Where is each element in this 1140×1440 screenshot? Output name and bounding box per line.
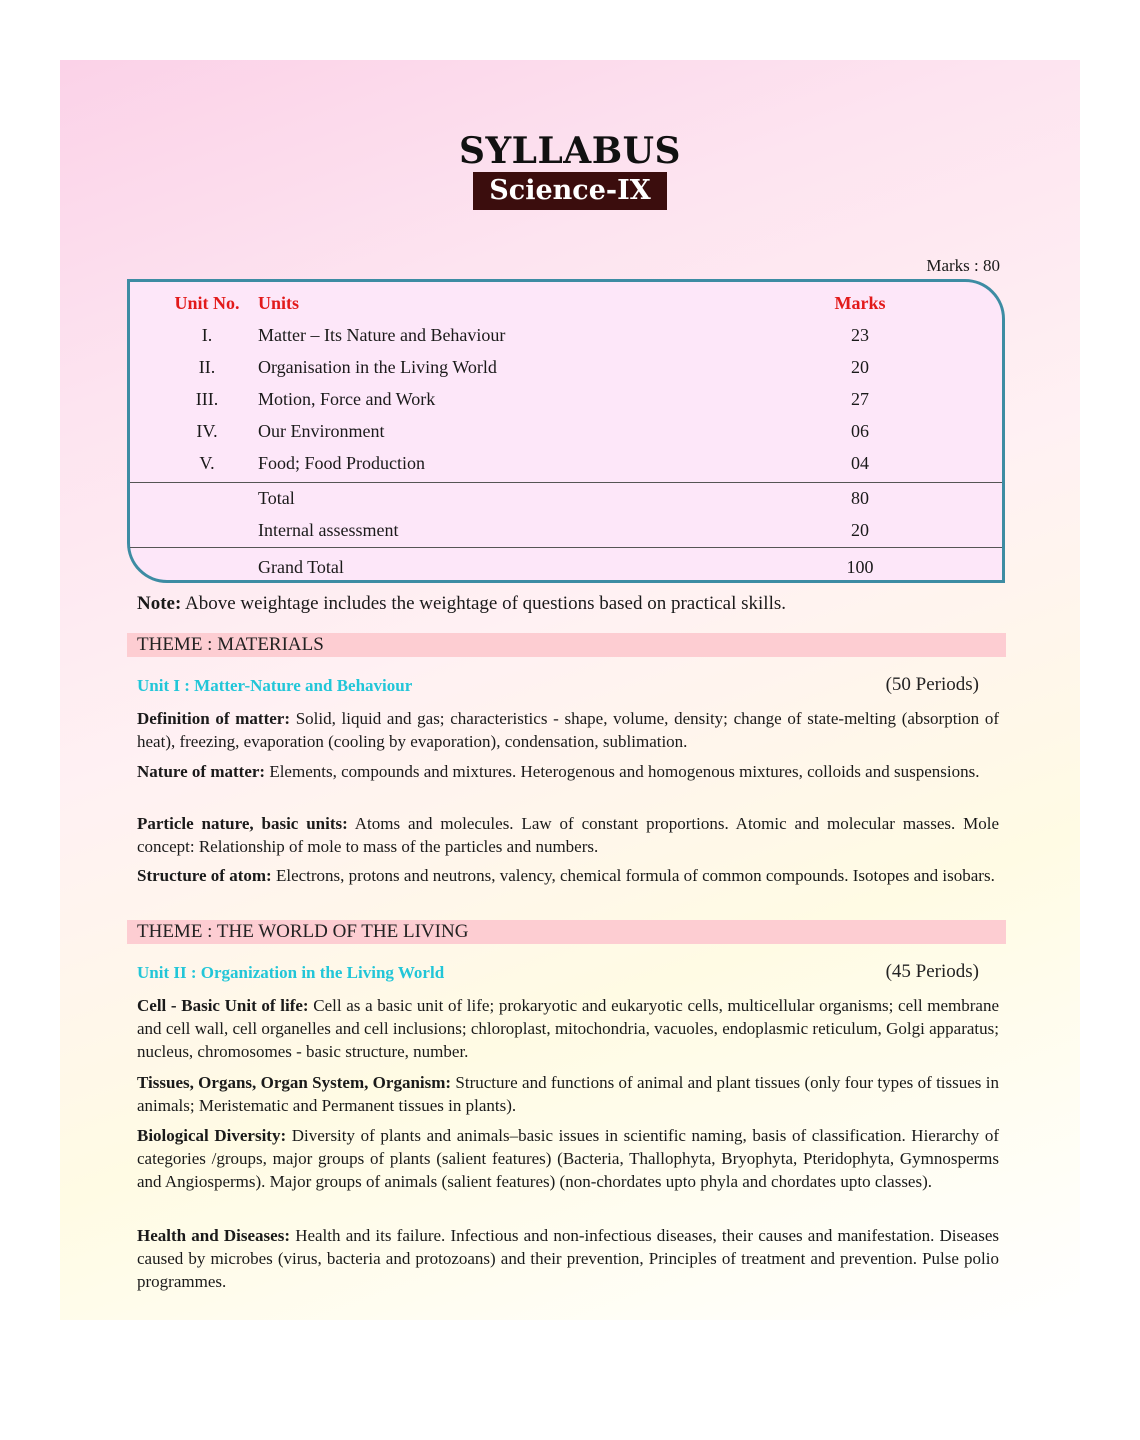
row-unit-no: I. <box>201 325 213 345</box>
internal-label: Internal assessment <box>258 520 399 540</box>
paragraph-text: Solid, liquid and gas; characteristics - shape, volume, density; change of state-melting (absorption of heat), freezing, evaporation (cooling by evaporation), condensation, sublimation. <box>137 709 999 751</box>
syllabus-paragraph <box>137 1124 999 1193</box>
unit-heading <box>137 963 979 983</box>
paragraph-label: Definition of matter: <box>137 709 291 728</box>
paragraph-text: Electrons, protons and neutrons, valency, chemical formula of common compounds. Isotopes and isobars. <box>271 866 995 885</box>
table-header-row <box>130 293 1002 325</box>
unit-periods: (50 Periods) <box>885 674 979 695</box>
row-unit-name: Matter – Its Nature and Behaviour <box>258 325 506 345</box>
paragraph-label: Particle nature, basic units: <box>137 814 348 833</box>
paragraph-label: Cell - Basic Unit of life: <box>137 996 309 1015</box>
table-row <box>130 389 1002 421</box>
note-text: Above weightage includes the weightage of questions based on practical skills. <box>181 593 786 614</box>
weightage-note <box>137 593 1007 615</box>
syllabus-paragraph <box>137 812 999 858</box>
marks-table <box>127 279 1005 583</box>
total-marks: 80 <box>851 488 869 508</box>
row-marks: 04 <box>851 453 869 473</box>
paragraph-label: Tissues, Organs, Organ System, Organism: <box>137 1073 452 1092</box>
table-row <box>130 453 1002 485</box>
page-title: SYLLABUS <box>458 130 682 172</box>
internal-marks: 20 <box>851 520 869 540</box>
unit-title: Unit II : Organization in the Living World <box>137 963 445 982</box>
syllabus-paragraph <box>137 760 999 783</box>
row-unit-no: III. <box>195 389 219 409</box>
row-unit-name: Food; Food Production <box>258 453 426 473</box>
syllabus-paragraph <box>137 707 999 753</box>
header-marks: Marks <box>834 293 886 313</box>
table-divider <box>130 547 1002 548</box>
theme-materials-bar: THEME : MATERIALS <box>127 633 1006 657</box>
paragraph-label: Nature of matter: <box>137 762 266 781</box>
paragraph-text: Health and its failure. Infectious and non-infectious diseases, their causes and manifestation. Diseases caused by microbes (virus, bacteria and protozoans) and their prevention, Principles of treatment and prevention. Pulse polio programmes. <box>137 1226 999 1291</box>
table-grand-total-row <box>130 557 1002 589</box>
row-marks: 23 <box>851 325 869 345</box>
total-label: Total <box>258 488 295 508</box>
page-subtitle: Science-IX <box>473 172 667 210</box>
row-marks: 20 <box>851 357 869 377</box>
syllabus-paragraph <box>137 994 999 1063</box>
header-unit-no: Unit No. <box>174 293 240 313</box>
grand-total-label: Grand Total <box>258 557 344 577</box>
row-marks: 27 <box>851 389 869 409</box>
theme-living-world-bar: THEME : THE WORLD OF THE LIVING <box>127 920 1006 944</box>
row-unit-name: Our Environment <box>258 421 385 441</box>
paragraph-text: Elements, compounds and mixtures. Heterogenous and homogenous mixtures, colloids and suspensions. <box>265 762 980 781</box>
unit-heading <box>137 676 979 696</box>
row-unit-no: II. <box>198 357 216 377</box>
syllabus-paragraph <box>137 1071 999 1117</box>
marks-total: Marks : 80 <box>926 256 1000 275</box>
syllabus-paragraph <box>137 1224 999 1293</box>
unit-title: Unit I : Matter-Nature and Behaviour <box>137 676 413 695</box>
row-unit-name: Motion, Force and Work <box>258 389 436 409</box>
unit-periods: (45 Periods) <box>885 961 979 982</box>
paragraph-label: Health and Diseases: <box>137 1226 290 1245</box>
table-total-row <box>130 488 1002 520</box>
paragraph-text: Structure and functions of animal and plant tissues (only four types of tissues in animals; Meristematic and Permanent tissues in plants). <box>137 1073 999 1115</box>
table-divider <box>130 482 1002 483</box>
paragraph-label: Biological Diversity: <box>137 1126 287 1145</box>
header-units: Units <box>258 293 300 313</box>
row-unit-no: IV. <box>196 421 218 441</box>
row-unit-no: V. <box>199 453 215 473</box>
table-row <box>130 357 1002 389</box>
paragraph-text: Cell as a basic unit of life; prokaryotic and eukaryotic cells, multicellular organisms; cell membrane and cell wall, cell organelles and cell inclusions; chloroplast, mitochondria, vacuoles, endoplasmic reticulum, Golgi apparatus; nucleus, chromosomes - basic structure, number. <box>137 996 999 1061</box>
table-row <box>130 421 1002 453</box>
row-unit-name: Organisation in the Living World <box>258 357 497 377</box>
note-label: Note: <box>137 593 182 614</box>
paragraph-text: Diversity of plants and animals–basic issues in scientific naming, basis of classification. Hierarchy of categories /groups, major groups of plants (salient features) (Bacteria, Thallophyta, Bryophyta, Pteridophyta, Gymnosperms and Angiosperms). Major groups of animals (salient features) (non-chordates upto phyla and chordates upto classes). <box>137 1126 1000 1191</box>
syllabus-paragraph <box>137 864 999 887</box>
table-row <box>130 325 1002 357</box>
row-marks: 06 <box>851 421 869 441</box>
paragraph-text: Atoms and molecules. Law of constant proportions. Atomic and molecular masses. Mole concept: Relationship of mole to mass of the particles and numbers. <box>137 814 999 856</box>
grand-total-marks: 100 <box>846 557 874 577</box>
paragraph-label: Structure of atom: <box>137 866 272 885</box>
